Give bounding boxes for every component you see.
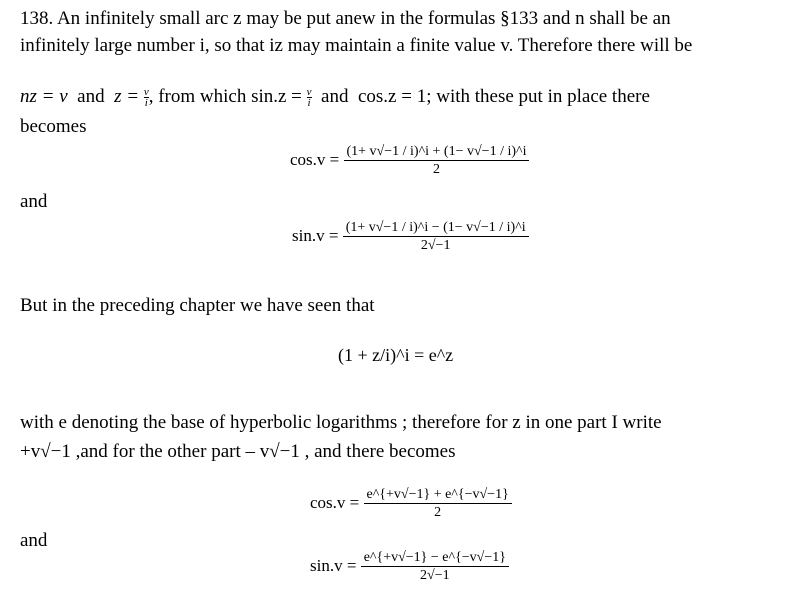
frac-num: v xyxy=(143,86,149,99)
paragraph-line: But in the preceding chapter we have seen that xyxy=(20,295,375,316)
eq-fraction xyxy=(343,220,529,254)
frac-den: i xyxy=(307,97,311,110)
eq-fraction xyxy=(364,487,512,521)
paragraph-line: 138. An infinitely small arc z may be put anew in the formulas §133 and n shall be an xyxy=(20,8,671,29)
eq-denominator: 2√−1 xyxy=(361,566,509,584)
eq-denominator: 2 xyxy=(364,503,512,521)
math-nz-eq-v: nz = v xyxy=(20,86,68,107)
equation-limit xyxy=(338,345,453,366)
frac-den: i xyxy=(144,97,148,110)
fraction-v-over-i xyxy=(307,87,312,108)
text-from-which: , from which sin.z = xyxy=(148,86,302,107)
text-and: and xyxy=(20,530,48,551)
text-and: and xyxy=(20,191,48,212)
equation-sin-exponential xyxy=(310,550,509,584)
eq-lhs: cos.v = xyxy=(310,492,360,512)
text-and: and xyxy=(77,86,105,107)
equation-sin-binomial xyxy=(292,220,529,254)
eq-denominator: 2√−1 xyxy=(343,236,529,254)
paragraph-line: +v√−1 ,and for the other part – v√−1 , and there becomes xyxy=(20,441,456,462)
eq-rhs: = e^z xyxy=(414,345,454,365)
paragraph-line: with e denoting the base of hyperbolic logarithms ; therefore for z in one part I write xyxy=(20,412,662,433)
eq-numerator: (1+ v√−1 / i)^i − (1− v√−1 / i)^i xyxy=(345,220,526,235)
text-tail: ; with these put in place there xyxy=(426,86,650,107)
paragraph-line: becomes xyxy=(20,116,87,137)
eq-numerator: e^{+v√−1} − e^{−v√−1} xyxy=(363,550,506,565)
math-cos-z-eq-1: cos.z = 1 xyxy=(357,86,427,107)
math-z-eq: z = xyxy=(114,86,140,107)
paragraph-line: infinitely large number i, so that iz may maintain a finite value v. Therefore there will be xyxy=(20,35,693,56)
eq-lhs: (1 + z/i)^i xyxy=(338,345,410,365)
eq-lhs: cos.v = xyxy=(290,149,340,169)
eq-denominator: 2 xyxy=(344,160,530,178)
eq-numerator: e^{+v√−1} + e^{−v√−1} xyxy=(366,487,509,502)
text-and: and xyxy=(321,86,349,107)
eq-numerator: (1+ v√−1 / i)^i + (1− v√−1 / i)^i xyxy=(346,144,527,159)
frac-num: v xyxy=(306,86,312,99)
eq-fraction xyxy=(344,144,530,178)
eq-fraction xyxy=(361,550,509,584)
paragraph-line-inline-math xyxy=(20,86,650,108)
equation-cos-exponential xyxy=(310,487,512,521)
equation-cos-binomial xyxy=(290,144,529,178)
eq-lhs: sin.v = xyxy=(292,225,339,245)
eq-lhs: sin.v = xyxy=(310,555,357,575)
